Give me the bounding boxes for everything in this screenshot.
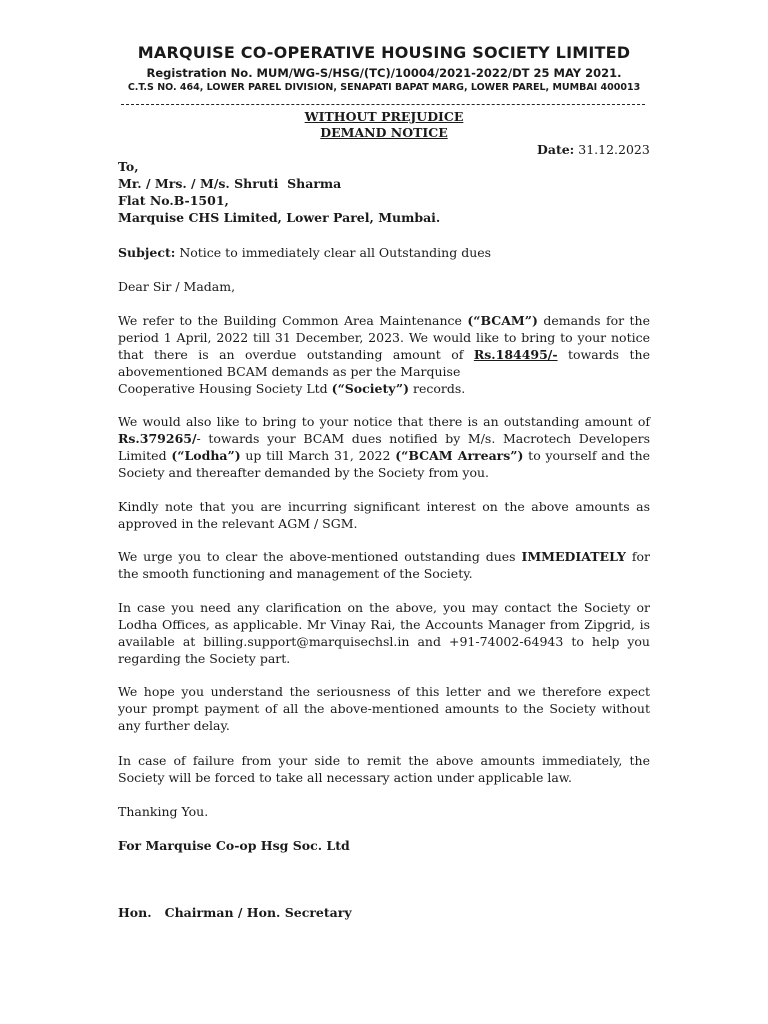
- p1-text-a: We refer to the Building Common Area Maintenance: [118, 313, 468, 328]
- salutation: Dear Sir / Madam,: [118, 279, 236, 294]
- paragraph-urge: [118, 548, 650, 582]
- p4-text-c: for the smooth functioning and management of the Society.: [118, 549, 650, 581]
- p2-text-d: up till March 31, 2022: [240, 448, 396, 463]
- recipient-name: Mr. / Mrs. / M/s. Shruti Sharma: [118, 176, 342, 191]
- closing-thanks: Thanking You.: [118, 804, 209, 819]
- p1-bcam-term: (“BCAM”): [467, 313, 538, 328]
- paragraph-interest: Kindly note that you are incurring significant interest on the above amounts as approved in the relevant AGM / SGM.: [118, 499, 650, 531]
- p1-text-d: towards the abovementioned BCAM demands as per the Marquise: [118, 347, 650, 379]
- without-prejudice-label: WITHOUT PREJUDICE: [304, 109, 464, 124]
- date-label: Date:: [537, 142, 575, 157]
- p1-text-c: demands for the period 1 April, 2022 till 31 December, 2023. We would like to bring to your notice that there is an overdue outstanding amount of: [118, 313, 650, 362]
- subject-text: Notice to immediately clear all Outstanding dues: [175, 245, 492, 260]
- p2-lodha-term: (“Lodha”): [171, 448, 241, 463]
- registration-number: Registration No. MUM/WG-S/HSG/(TC)/10004/2021-2022/DT 25 MAY 2021.: [146, 66, 622, 80]
- paragraph-legal-action: In case of failure from your side to remit the above amounts immediately, the Society will be forced to take all necessary action under applicable law.: [118, 753, 650, 785]
- paragraph-bcam-demand: [118, 312, 650, 397]
- date-value: 31.12.2023: [578, 142, 650, 157]
- recipient-address: [118, 158, 650, 226]
- p1-amount: Rs.184495/-: [473, 347, 558, 362]
- p1-society-term: (“Society”): [331, 381, 410, 396]
- recipient-flat: Flat No.B-1501,: [118, 193, 229, 208]
- p1-text-g: records.: [409, 381, 466, 396]
- p1-text-e: Cooperative Housing Society Ltd: [118, 381, 332, 396]
- society-address: C.T.S NO. 464, LOWER PAREL DIVISION, SENAPATI BAPAT MARG, LOWER PAREL, MUMBAI 400013: [127, 82, 641, 93]
- p4-text-a: We urge you to clear the above-mentioned outstanding dues: [118, 549, 522, 564]
- p4-immediately: IMMEDIATELY: [521, 549, 626, 564]
- subject-label: Subject:: [118, 245, 176, 260]
- header-divider: [121, 104, 645, 105]
- p2-amount: Rs.379265/: [118, 431, 197, 446]
- p2-text-a: We would also like to bring to your notice that there is an outstanding amount of: [118, 414, 650, 429]
- recipient-society-address: Marquise CHS Limited, Lower Parel, Mumbai.: [118, 210, 441, 225]
- p2-arrears-term: (“BCAM Arrears”): [395, 448, 524, 463]
- paragraph-clarification: In case you need any clarification on the above, you may contact the Society or Lodha Offices, as applicable. Mr Vinay Rai, the Accounts Manager from Zipgrid, is available at billing.support@marquisechsl.in and +91-74002-64943 to help you regarding the Society part.: [118, 600, 650, 666]
- recipient-to: To,: [118, 159, 139, 174]
- closing-for-line: For Marquise Co-op Hsg Soc. Ltd: [118, 838, 350, 853]
- society-name: MARQUISE CO-OPERATIVE HOUSING SOCIETY LIMITED: [137, 43, 631, 62]
- subject-line: [118, 244, 650, 261]
- p2-text-b: - towards your BCAM dues notified by M/s. Macrotech Developers Limited: [118, 431, 650, 463]
- p2-text-f: to yourself and the Society and thereafter demanded by the Society from you.: [118, 448, 651, 480]
- demand-notice-title: DEMAND NOTICE: [320, 125, 448, 140]
- paragraph-seriousness: We hope you understand the seriousness of this letter and we therefore expect your prompt payment of all the above-mentioned amounts to the Society without any further delay.: [118, 684, 650, 733]
- notice-date: [537, 142, 650, 157]
- signatory-title: Hon. Chairman / Hon. Secretary: [118, 905, 352, 920]
- paragraph-bcam-arrears: [118, 413, 650, 481]
